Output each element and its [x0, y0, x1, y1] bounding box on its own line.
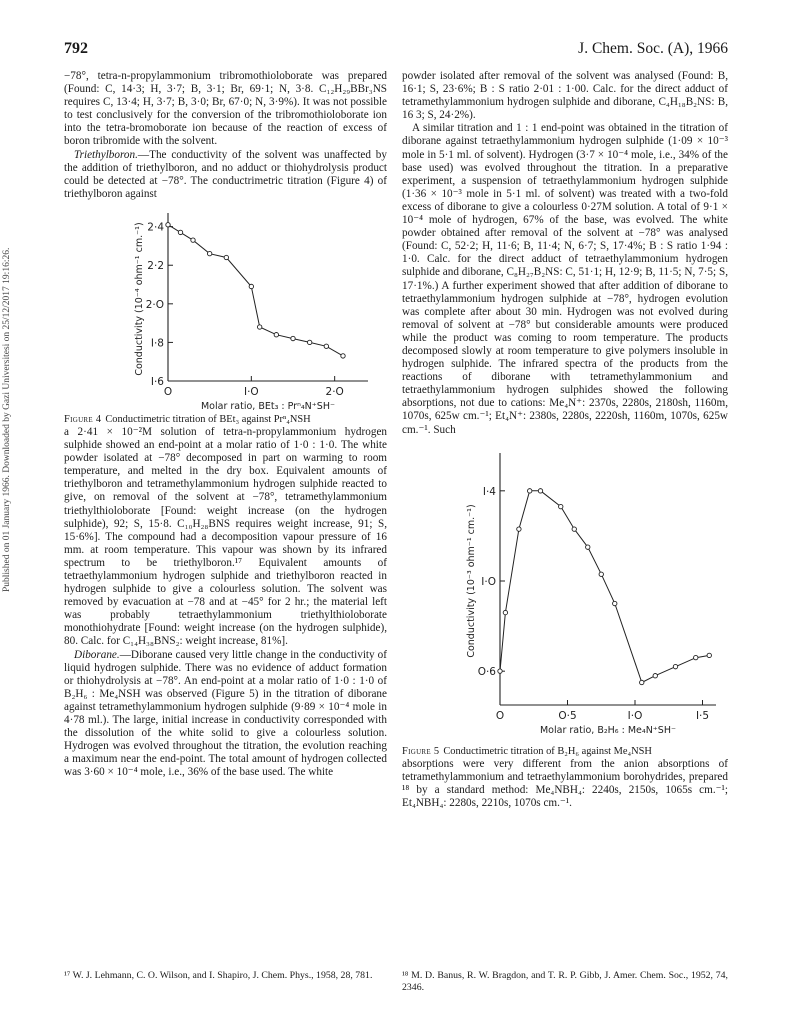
paragraph: a 2·41 × 10⁻²M solution of tetra-n-propylammonium hydrogen sulphide showed an end-point at a molar ratio of 1·0 : 1·0. The white powder isolated at −78° decomposed in part on warming to room temperature, and melted in the dry box. Equivalent amounts of triethylboron and tetramethylammonium hydrogen sulphide reacted to give, on removal of the solvent at −78°, tetramethylammonium triethylthioloborate [Found: weight increase (on the hydrogen sulphide), 92; S, 15·8. C₁₀H₂₈BNS requires weight increase, 91; S, 15·6%]. The compound had a decomposition vapour pressure of 16 mm. at room temperature. This vapour was shown by its infrared spectrum to be triethylboron.¹⁷ Equivalent amounts of tetraethylammonium hydrogen sulphide and triethylboron reacted in hydrogen sulphide to give a colourless solution. The solvent was removed by evacuation at −78 and at −45° for 2 hr.; the material left was probably tetraethylammonium triethylthioloborate monothiohydrate [Found: weight increase (on the hydrogen sulphide), 80. Calc. for C₁₄H₃₈BNS₂: weight increase, 81%]. [64, 425, 387, 648]
data-point [291, 336, 295, 340]
section-heading: Diborane. [74, 648, 120, 661]
data-point [341, 354, 345, 358]
x-axis-label: Molar ratio, BEt₃ : Prⁿ₄N⁺SH⁻ [200, 400, 336, 412]
data-point [498, 669, 502, 673]
data-point [274, 332, 278, 336]
y-tick-label: I·4 [482, 485, 496, 498]
series-line [500, 490, 709, 682]
data-point [586, 545, 590, 549]
data-point [224, 255, 228, 259]
data-point [257, 325, 261, 329]
data-point [166, 222, 170, 226]
y-axis-label: Conductivity (10⁻⁴ ohm⁻¹ cm.⁻¹) [134, 222, 145, 376]
data-point [673, 664, 677, 668]
data-point [249, 284, 253, 288]
figure-5-caption [402, 745, 728, 758]
paragraph-text: —The conductivity of the solvent was unaffected by the addition of triethylboron, and no adduct or thiohydrolysis product could be detected at −78°. The conductrimetric titration (Figure 4) of triethylboron against [64, 148, 387, 200]
series-line [168, 225, 343, 356]
paragraph: A similar titration and 1 : 1 end-point was obtained in the titration of diborane against tetraethylammonium hydrogen sulphide (1·09 × 10⁻³ mole in 5·1 ml. of solvent). Hydrogen (3·7 × 10⁻⁴ mole, i.e., 34% of the base used) was evolved throughout the titration. In a preparative experiment, a suspension of tetraethylammonium hydrogen sulphide (1·36 × 10⁻³ mole in 5·1 ml. of solvent) was treated with a two-fold excess of diborane to give a colourless 0·27M solution. A total of 9·1 × 10⁻⁴ mole of hydrogen, 67% of the base, was evolved. The white powder obtained after removal of the solvent at −78° was analysed (Found: C, 52·2; H, 11·6; B, 11·4; N, 6·7; S, 17·4%; B : S ratio 1·94 : 1·0. Calc. for the direct adduct of tetraethylammonium hydrogen sulphide and diborane, C₈H₂₇B₂NS: C, 51·1; H, 12·9; B, 11·5; N, 7·5; S, 17·1%.) A further experiment showed that after addition of diborane to tetraethylammonium hydrogen sulphide at −78°, hydrogen evolution was complete after about 30 min. Hydrogen was not evolved during removal of solvent at −78° but considerable amounts were produced while the product was coming to room temperature. The products decomposed slowly at room temperature to give polymers insoluble in hydrogen sulphide. The infrared spectra of the products from the reactions of diborane with tetramethylammonium and tetraethylammonium hydrogen sulphides showed the following absorptions, not due to cations: Me₄N⁺: 2370s, 2280s, 2180sh, 1160m, 1070s, 625w cm.⁻¹; Et₄N⁺: 2380s, 2280s, 2220sh, 1160m, 1070s, 625w cm.⁻¹. Such [402, 122, 728, 436]
caption-label: Figure 4 [64, 413, 102, 425]
x-tick-label: I·O [243, 385, 259, 398]
x-tick-label: O [163, 385, 173, 398]
data-point [324, 344, 328, 348]
y-axis-label: Conductivity (10⁻³ ohm⁻¹ cm.⁻¹) [466, 503, 477, 658]
paragraph: powder isolated after removal of the solvent was analysed (Found: B, 16·1; S, 23·6%; B : S ratio 2·01 : 1·00. Calc. for the direct adduct of tetramethylammonium hydrogen sulphide and diborane, C₄H₁₈B₂NS: B, 16 3; S, 24·2%). [402, 70, 728, 122]
figure-4-caption [64, 413, 387, 426]
footnote-18: ¹⁸ M. D. Banus, R. W. Bragdon, and T. R. P. Gibb, J. Amer. Chem. Soc., 1952, 74, 2346. [402, 970, 728, 994]
right-column [402, 70, 728, 810]
data-point [503, 610, 507, 614]
y-tick-label: O·6 [477, 665, 496, 678]
y-tick-label: 2·O [145, 298, 164, 311]
x-tick-label: O·5 [558, 709, 577, 722]
figure-4 [64, 205, 387, 413]
y-tick-label: 2·4 [147, 221, 164, 234]
x-tick-label: O [495, 709, 505, 722]
paragraph: absorptions were very different from the anion absorptions of tetramethylammonium and tetraethylammonium borohydrides, prepared ¹⁸ by a standard method: Me₄NBH₄: 2240s, 2150s, 1065s cm.⁻¹; Et₄NBH₄: 2280s, 2210s, 1070s cm.⁻¹. [402, 757, 728, 809]
data-point [694, 655, 698, 659]
data-point [178, 230, 182, 234]
data-point [559, 504, 563, 508]
x-tick-label: I·5 [695, 709, 710, 722]
paragraph: −78°, tetra-n-propylammonium tribromothioloborate was prepared (Found: C, 14·3; H, 3·7; B, 3·1; Br, 69·1; N, 3·8. C₁₂H₂₉BBr₃NS requires C, 13·4; H, 3·7; B, 3·0; Br, 67·0; N, 3·9%). It was not possible to test conclusively for the conversion of the tribromothioloborate ion into the tetra-bromoborate ion because of the reaction of excess of boron tribromide with the solvent. [64, 70, 387, 148]
journal-name: J. Chem. Soc. (A), 1966 [578, 40, 728, 57]
figure-5 [402, 443, 728, 745]
paragraph [64, 149, 387, 201]
caption-label: Figure 5 [402, 745, 440, 757]
figure-4-chart [64, 205, 387, 413]
caption-text: Conductimetric titration of BEt₃ against Prⁿ₄NSH [105, 413, 311, 425]
data-point [191, 238, 195, 242]
data-point [599, 572, 603, 576]
page-header [64, 40, 728, 64]
y-tick-label: I·6 [150, 375, 164, 388]
y-tick-label: I·O [481, 575, 496, 588]
y-tick-label: 2·2 [147, 260, 164, 273]
paragraph [64, 649, 387, 780]
x-tick-label: 2·O [325, 385, 344, 398]
data-point [613, 601, 617, 605]
paragraph-text: —Diborane caused very little change in the conductivity of liquid hydrogen sulphide. There was no evidence of adduct formation or thiohydrolysis at −78°. An end-point at a molar ratio of 1·0 : 1·0 of B₂H₆ : Me₄NSH was observed (Figure 5) in the titration of diborane against tetramethylammonium hydrogen sulphide (9·89 × 10⁻⁴ mole in 4·78 ml.). The large, initial increase in conductivity corresponded with the dissolution of the white solid to give a colourless solution. Hydrogen was evolved throughout the titration, the evolution reaching a maximum near the end-point. The total amount of hydrogen collected was 3·60 × 10⁻⁴ mole, i.e., 36% of the base used. The white [64, 648, 387, 779]
section-heading: Triethylboron. [74, 148, 138, 161]
data-point [653, 673, 657, 677]
left-column [64, 70, 387, 779]
footnote-17: ¹⁷ W. J. Lehmann, C. O. Wilson, and I. Shapiro, J. Chem. Phys., 1958, 28, 781. [64, 970, 373, 981]
data-point [640, 680, 644, 684]
y-tick-label: I·8 [150, 337, 164, 350]
data-point [207, 251, 211, 255]
data-point [538, 488, 542, 492]
data-point [307, 340, 311, 344]
data-point [707, 653, 711, 657]
data-point [528, 488, 532, 492]
x-tick-label: I·O [627, 709, 643, 722]
data-point [517, 527, 521, 531]
caption-text: Conductimetric titration of B₂H₆ against Me₄NSH [443, 745, 652, 757]
publication-stamp: Published on 01 January 1966. Downloaded by Gazi Universitesi on 25/12/2017 19:16:26. [2, 247, 12, 593]
page-number: 792 [64, 40, 88, 57]
x-axis-label: Molar ratio, B₂H₆ : Me₄N⁺SH⁻ [539, 724, 677, 736]
figure-5-chart [402, 443, 728, 745]
data-point [572, 527, 576, 531]
